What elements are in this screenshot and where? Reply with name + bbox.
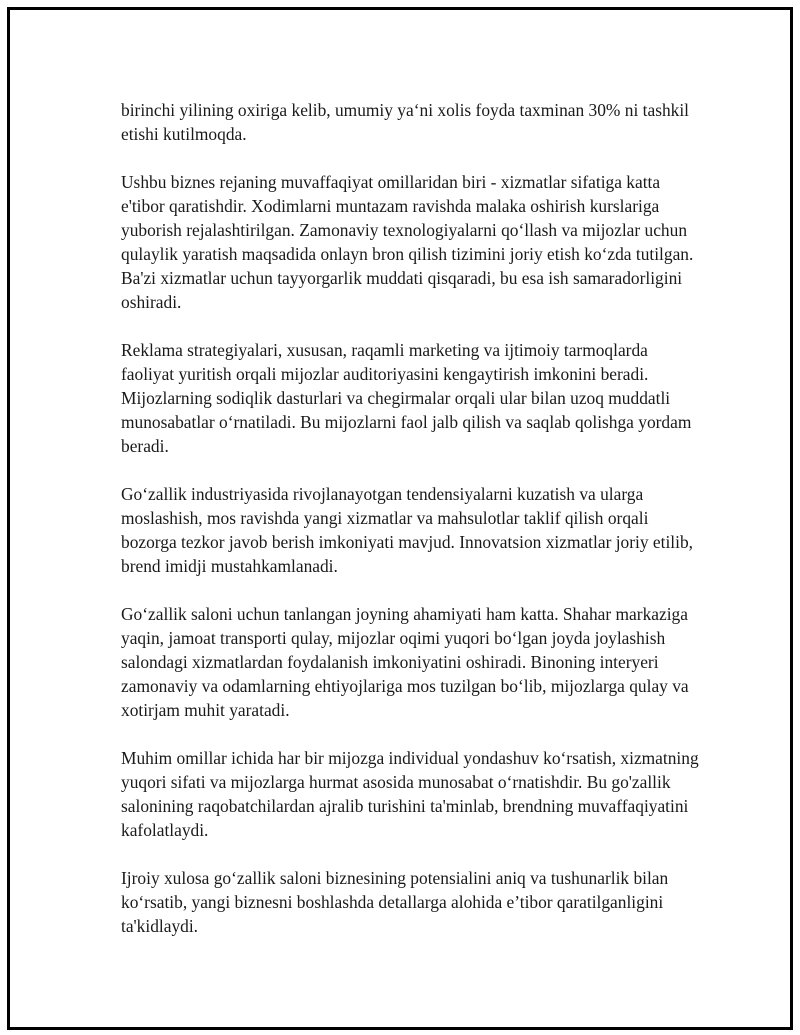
paragraph-3: Reklama strategiyalari, xususan, raqamli marketing va ijtimoiy tarmoqlarda faoliyat yuritish orqali mijozlar auditoriyasini kengaytirish imkonini beradi. Mijozlarning sodiqlik dasturlari va chegirmalar orqali ular bilan uzoq muddatli munosabatlar o‘rnatiladi. Bu mijozlarni faol jalb qilish va saqlab qolishga yordam beradi. — [121, 340, 692, 456]
document-body — [121, 98, 701, 962]
paragraph-4: Go‘zallik industriyasida rivojlanayotgan tendensiyalarni kuzatish va ularga moslashish, mos ravishda yangi xizmatlar va mahsulotlar taklif qilish orqali bozorga tezkor javob berish imkoniyati mavjud. Innovatsion xizmatlar joriy etilib, brend imidji mustahkamlanadi. — [121, 484, 693, 576]
paragraph-1: birinchi yilining oxiriga kelib, umumiy ya‘ni xolis foyda taxminan 30% ni tashkil etishi kutilmoqda. — [121, 100, 690, 144]
paragraph-7: Ijroiy xulosa go‘zallik saloni biznesining potensialini aniq va tushunarlik bilan ko‘rsatib, yangi biznesni boshlashda detallarga alohida e’tibor qaratilganligini ta'kidlaydi. — [121, 868, 669, 936]
paragraph-2: Ushbu biznes rejaning muvaffaqiyat omillaridan biri - xizmatlar sifatiga katta e'tibor qaratishdir. Xodimlarni muntazam ravishda malaka oshirish kurslariga yuborish rejalashtirilgan. Zamonaviy texnologiyalarni qo‘llash va mijozlar uchun qulaylik yaratish maqsadida onlayn bron qilish tizimini joriy etish ko‘zda tutilgan. Ba'zi xizmatlar uchun tayyorgarlik muddati qisqaradi, bu esa ish samaradorligini oshiradi. — [121, 172, 694, 312]
page-border — [7, 7, 793, 1030]
paragraph-5: Go‘zallik saloni uchun tanlangan joyning ahamiyati ham katta. Shahar markaziga yaqin, jamoat transporti qulay, mijozlar oqimi yuqori bo‘lgan joyda joylashish salondagi xizmatlardan foydalanish imkoniyatini oshiradi. Binoning interyeri zamonaviy va odamlarning ehtiyojlariga mos tuzilgan bo‘lib, mijozlarga qulay va xotirjam muhit yaratadi. — [121, 604, 689, 720]
paragraph-6: Muhim omillar ichida har bir mijozga individual yondashuv ko‘rsatish, xizmatning yuqori sifati va mijozlarga hurmat asosida munosabat o‘rnatishdir. Bu go'zallik salonining raqobatchilardan ajralib turishini ta'minlab, brendning muvaffaqiyatini kafolatlaydi. — [121, 748, 699, 840]
